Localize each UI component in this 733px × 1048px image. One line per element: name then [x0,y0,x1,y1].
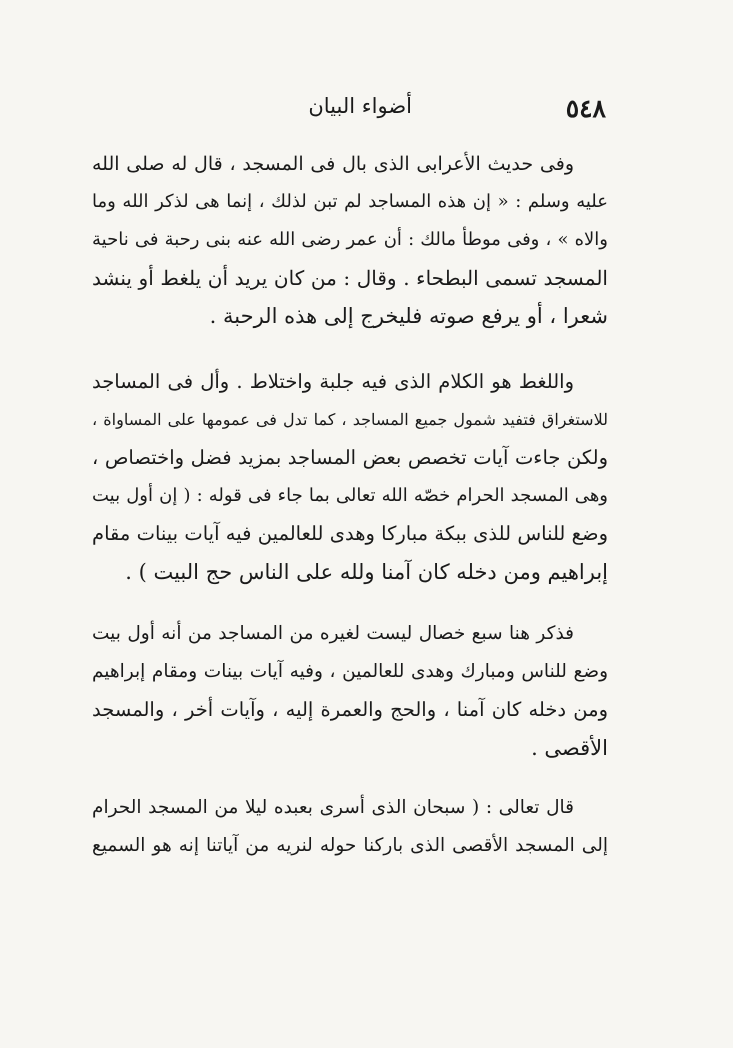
text-line: الأقصى . [531,736,608,760]
text-line: وهى المسجد الحرام خصّه الله تعالى بما جاء فى قوله : ( إن أول بيت [92,485,608,506]
text-line: والاه » ، وفى موطأ مالك : أن عمر رضى الله عنه بنى رحبة فى ناحية [92,229,608,250]
text-line: ومن دخله كان آمنا ، والحج والعمرة إليه ، وآيات أخر ، والمسجد [92,698,608,721]
text-line: ولكن جاءت آيات تخصص بعض المساجد بمزيد فضل واختصاص ، [92,446,608,469]
text-line: للاستغراق فتفيد شمول جميع المساجد ، كما تدل فى عمومها على المساواة ، [92,410,608,429]
paragraph-3 [92,615,608,767]
text-line: قال تعالى : ( سبحان الذى أسرى بعبده ليلا من المسجد الحرام [92,797,574,818]
text-line: إبراهيم ومن دخله كان آمنا ولله على الناس حج البيت ) . [125,560,608,584]
text-line: فذكر هنا سبع خصال ليست لغيره من المساجد من أنه أول بيت [92,623,574,644]
text-line: وضع للناس ومبارك وهدى للعالمين ، وفيه آيات بينات ومقام إبراهيم [92,661,608,682]
text-line: عليه وسلم : « إن هذه المساجد لم تبن لذلك ، إنما هى لذكر الله وما [92,191,608,212]
text-line: إلى المسجد الأقصى الذى باركنا حوله لنريه من آياتنا إنه هو السميع [92,835,608,856]
text-line: المسجد تسمى البطحاء . وقال : من كان يريد أن يلغط أو ينشد [92,266,608,290]
text-line: شعرا ، أو يرفع صوته فليخرج إلى هذه الرحبة . [209,304,608,328]
body-text [92,145,608,885]
page-number: ٥٤٨ [565,94,606,123]
running-title: أضواء البيان [308,94,412,118]
paragraph-2 [92,363,608,591]
text-line: وضع للناس للذى ببكة مباركا وهدى للعالمين فيه آيات بينات مقام [92,522,608,545]
text-line: وفى حديث الأعرابى الذى بال فى المسجد ، قال له صلى الله [92,153,574,175]
paragraph-4 [92,789,608,865]
paragraph-1 [92,145,608,335]
text-line: واللغط هو الكلام الذى فيه جلبة واختلاط . وأل فى المساجد [92,370,574,393]
page-header [92,88,606,128]
